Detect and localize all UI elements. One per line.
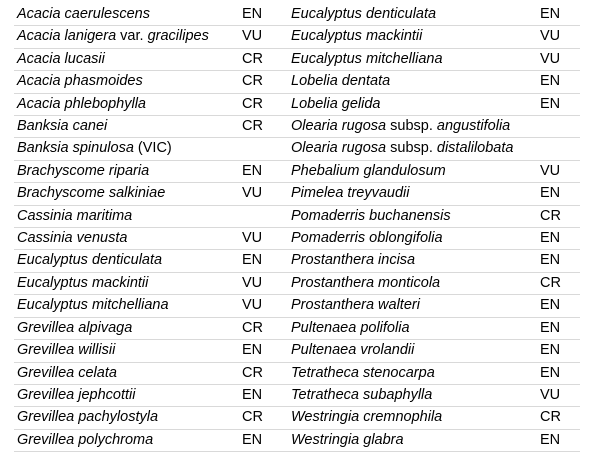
- left-conservation-status: VU: [242, 228, 288, 250]
- species-binomial: Grevillea celata: [17, 364, 117, 381]
- right-conservation-status: VU: [540, 26, 580, 48]
- right-species-name: [288, 116, 540, 138]
- species-binomial: Lobelia gelida: [291, 95, 381, 112]
- species-binomial: Prostanthera walteri: [291, 297, 420, 314]
- species-binomial: Acacia lucasii: [17, 50, 105, 67]
- table-row: [14, 407, 580, 429]
- species-binomial: Pultenaea polifolia: [291, 319, 410, 336]
- species-table-body: [14, 4, 580, 452]
- left-species-name: [14, 138, 242, 160]
- species-status-table: [14, 4, 580, 452]
- right-conservation-status: EN: [540, 317, 580, 339]
- right-species-name: [288, 362, 540, 384]
- right-species-name: [288, 138, 540, 160]
- left-species-name: [14, 205, 242, 227]
- left-conservation-status: CR: [242, 317, 288, 339]
- left-conservation-status: EN: [242, 250, 288, 272]
- left-conservation-status: EN: [242, 429, 288, 451]
- species-infraspecific-epithet: angustifolia: [436, 118, 511, 135]
- species-binomial: Acacia caerulescens: [17, 6, 150, 22]
- species-binomial: Tetratheca subaphylla: [291, 386, 433, 403]
- left-species-name: [14, 250, 242, 272]
- right-conservation-status: VU: [540, 384, 580, 406]
- left-species-name: [14, 71, 242, 93]
- left-species-name: [14, 48, 242, 70]
- right-species-name: [288, 26, 540, 48]
- left-species-name: [14, 116, 242, 138]
- species-binomial: Westringia glabra: [291, 431, 404, 448]
- species-binomial: Brachyscome salkiniae: [17, 185, 166, 202]
- species-binomial: Acacia phasmoides: [17, 73, 143, 90]
- left-species-name: [14, 93, 242, 115]
- species-binomial: Olearia rugosa: [291, 118, 387, 135]
- species-binomial: Phebalium glandulosum: [291, 162, 446, 179]
- species-binomial: Brachyscome riparia: [17, 162, 150, 179]
- species-binomial: Lobelia dentata: [291, 73, 391, 90]
- species-infraspecific-epithet: gracilipes: [147, 28, 209, 45]
- left-conservation-status: VU: [242, 295, 288, 317]
- left-species-name: [14, 183, 242, 205]
- species-binomial: Acacia lanigera: [17, 28, 117, 45]
- species-binomial: Cassinia venusta: [17, 230, 128, 247]
- species-binomial: Pultenaea vrolandii: [291, 342, 415, 359]
- table-row: [14, 295, 580, 317]
- species-binomial: Grevillea alpivaga: [17, 319, 133, 336]
- species-binomial: Eucalyptus mackintii: [291, 28, 423, 45]
- species-rank-qualifier: subsp.: [386, 118, 437, 135]
- right-conservation-status: VU: [540, 160, 580, 182]
- right-conservation-status: EN: [540, 250, 580, 272]
- table-row: [14, 317, 580, 339]
- right-conservation-status: EN: [540, 362, 580, 384]
- left-conservation-status: CR: [242, 48, 288, 70]
- table-row: [14, 138, 580, 160]
- left-conservation-status: VU: [242, 183, 288, 205]
- left-conservation-status: CR: [242, 93, 288, 115]
- species-binomial: Eucalyptus denticulata: [17, 252, 163, 269]
- table-row: [14, 228, 580, 250]
- right-conservation-status: EN: [540, 93, 580, 115]
- right-species-name: [288, 205, 540, 227]
- right-conservation-status: VU: [540, 48, 580, 70]
- left-conservation-status: CR: [242, 71, 288, 93]
- species-binomial: Eucalyptus mackintii: [17, 274, 149, 291]
- right-species-name: [288, 71, 540, 93]
- species-binomial: Olearia rugosa: [291, 140, 387, 157]
- species-binomial: Westringia cremnophila: [291, 409, 443, 426]
- left-conservation-status: [242, 138, 288, 160]
- species-binomial: Pimelea treyvaudii: [291, 185, 410, 202]
- right-conservation-status: CR: [540, 272, 580, 294]
- left-conservation-status: [242, 205, 288, 227]
- table-row: [14, 362, 580, 384]
- left-conservation-status: VU: [242, 272, 288, 294]
- left-conservation-status: EN: [242, 384, 288, 406]
- species-binomial: Pomaderris buchanensis: [291, 207, 451, 224]
- species-binomial: Cassinia maritima: [17, 207, 133, 224]
- species-binomial: Eucalyptus mitchelliana: [291, 50, 443, 67]
- left-conservation-status: VU: [242, 26, 288, 48]
- left-species-name: [14, 340, 242, 362]
- right-species-name: [288, 250, 540, 272]
- right-conservation-status: EN: [540, 295, 580, 317]
- right-conservation-status: EN: [540, 228, 580, 250]
- right-species-name: [288, 407, 540, 429]
- left-conservation-status: EN: [242, 340, 288, 362]
- species-rank-qualifier: subsp.: [386, 140, 437, 157]
- right-species-name: [288, 93, 540, 115]
- right-species-name: [288, 295, 540, 317]
- table-row: [14, 4, 580, 26]
- table-row: [14, 160, 580, 182]
- right-species-name: [288, 384, 540, 406]
- left-conservation-status: EN: [242, 4, 288, 26]
- species-binomial: Banksia canei: [17, 118, 108, 135]
- left-species-name: [14, 160, 242, 182]
- species-infraspecific-epithet: distalilobata: [436, 140, 514, 157]
- table-row: [14, 205, 580, 227]
- table-row: [14, 26, 580, 48]
- left-species-name: [14, 384, 242, 406]
- left-species-name: [14, 295, 242, 317]
- left-species-name: [14, 317, 242, 339]
- right-conservation-status: EN: [540, 4, 580, 26]
- table-row: [14, 272, 580, 294]
- right-conservation-status: CR: [540, 407, 580, 429]
- right-species-name: [288, 228, 540, 250]
- table-row: [14, 340, 580, 362]
- right-conservation-status: EN: [540, 71, 580, 93]
- table-row: [14, 183, 580, 205]
- species-binomial: Eucalyptus denticulata: [291, 6, 437, 22]
- right-conservation-status: EN: [540, 340, 580, 362]
- species-rank-qualifier: (VIC): [133, 140, 172, 157]
- left-conservation-status: EN: [242, 160, 288, 182]
- table-row: [14, 250, 580, 272]
- table-row: [14, 48, 580, 70]
- table-row: [14, 71, 580, 93]
- table-row: [14, 384, 580, 406]
- left-species-name: [14, 228, 242, 250]
- species-binomial: Tetratheca stenocarpa: [291, 364, 435, 381]
- left-species-name: [14, 429, 242, 451]
- left-species-name: [14, 407, 242, 429]
- right-conservation-status: [540, 116, 580, 138]
- right-conservation-status: [540, 138, 580, 160]
- table-row: [14, 429, 580, 451]
- right-species-name: [288, 48, 540, 70]
- right-species-name: [288, 160, 540, 182]
- species-rank-qualifier: var.: [116, 28, 148, 45]
- species-binomial: Prostanthera incisa: [291, 252, 416, 269]
- right-species-name: [288, 429, 540, 451]
- right-conservation-status: CR: [540, 205, 580, 227]
- table-row: [14, 116, 580, 138]
- right-conservation-status: EN: [540, 429, 580, 451]
- left-species-name: [14, 26, 242, 48]
- table-row: [14, 93, 580, 115]
- right-conservation-status: EN: [540, 183, 580, 205]
- species-binomial: Acacia phlebophylla: [17, 95, 146, 112]
- left-species-name: [14, 4, 242, 26]
- left-conservation-status: CR: [242, 407, 288, 429]
- left-conservation-status: CR: [242, 362, 288, 384]
- right-species-name: [288, 4, 540, 26]
- left-species-name: [14, 362, 242, 384]
- species-binomial: Eucalyptus mitchelliana: [17, 297, 169, 314]
- species-binomial: Grevillea polychroma: [17, 431, 154, 448]
- left-conservation-status: CR: [242, 116, 288, 138]
- species-binomial: Grevillea willisii: [17, 342, 116, 359]
- left-species-name: [14, 272, 242, 294]
- right-species-name: [288, 272, 540, 294]
- species-binomial: Banksia spinulosa: [17, 140, 134, 157]
- species-binomial: Grevillea pachylostyla: [17, 409, 159, 426]
- species-binomial: Grevillea jephcottii: [17, 386, 136, 403]
- species-binomial: Pomaderris oblongifolia: [291, 230, 443, 247]
- right-species-name: [288, 183, 540, 205]
- right-species-name: [288, 317, 540, 339]
- species-binomial: Prostanthera monticola: [291, 274, 441, 291]
- right-species-name: [288, 340, 540, 362]
